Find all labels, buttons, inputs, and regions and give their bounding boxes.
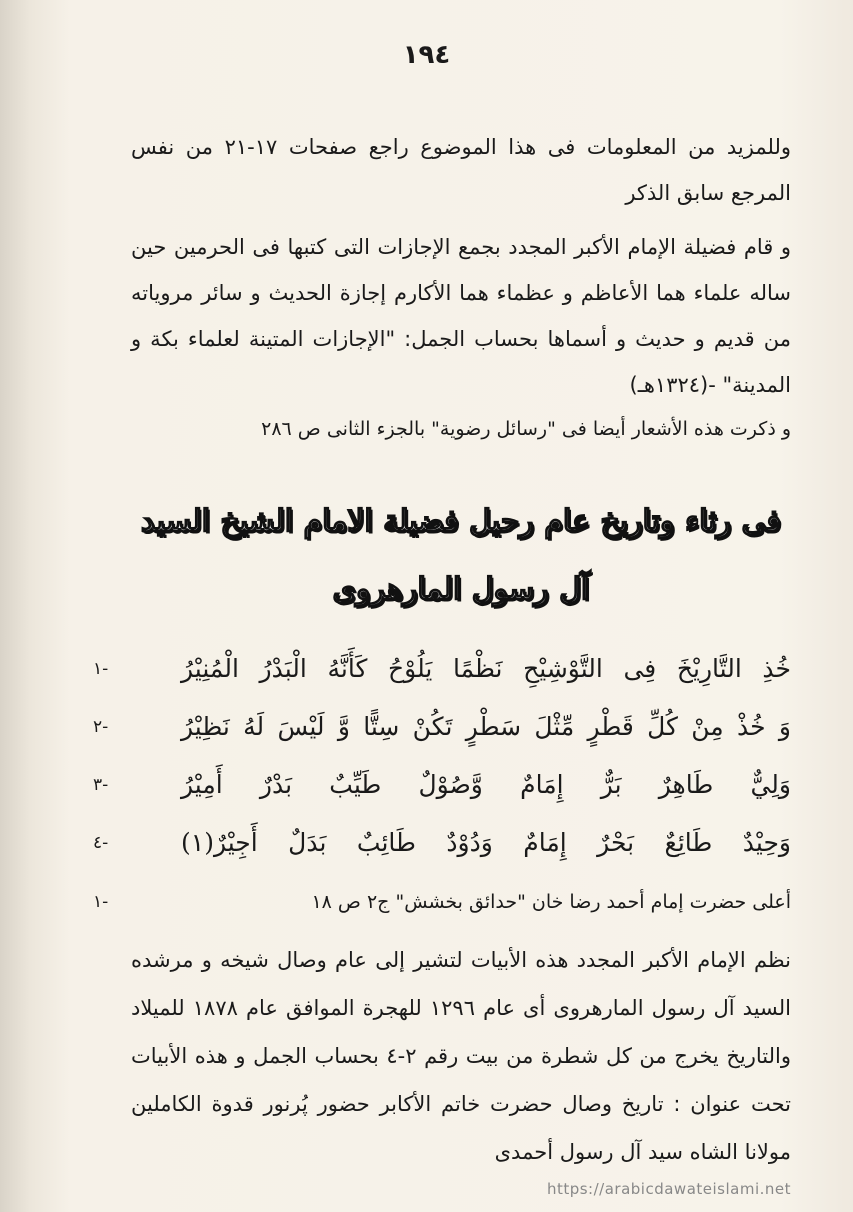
paragraph-explanation: نظم الإمام الأكبر المجدد هذه الأبيات لتشير إلى عام وصال شيخه و مرشده السيد آل رسول المارهروى أى عام ١٢٩٦ للهجرة الموافق عام ١٨٧٨ للميلاد والتاريخ يخرج من كل شطرة من بيت رقم ٢-٤ بحساب الجمل و هذه الأبيات تحت عنوان : تاريخ وصال حضرت خاتم الأكابر حضور پُرنور قدوة الكاملين مولانا الشاه سيد آل رسول أحمدى <box>131 948 791 1164</box>
verse-number: ١- <box>93 659 109 679</box>
verse-text: وَ خُذْ مِنْ كُلِّ قَطْرٍ مِّثْلَ سَطْرٍ تَكُنْ سِتًّا وَّ لَيْسَ لَهُ نَظِيْرُ <box>181 712 791 741</box>
paragraph-rasail: و ذكرت هذه الأشعار أيضا فى "رسائل رضوية" بالجزء الثانى ص ٢٨٦ <box>261 418 791 440</box>
verse-number: ٣- <box>93 775 109 795</box>
footnote-text: أعلى حضرت إمام أحمد رضا خان "حدائق بخشش" ج٢ ص ١٨ <box>311 891 791 913</box>
paragraph-references: وللمزيد من المعلومات فى هذا الموضوع راجع صفحات ١٧-٢١ من نفس المرجع سابق الذكر <box>131 135 791 205</box>
footnote-number: ١- <box>93 892 109 912</box>
footnote <box>93 882 791 922</box>
page-number: ١٩٤ <box>402 40 451 70</box>
verse-number: ٢- <box>93 717 109 737</box>
verse-row <box>93 698 791 756</box>
section-heading-line-2: آل رسول المارهروى <box>332 572 590 607</box>
verse-row <box>93 814 791 872</box>
verse-row <box>93 756 791 814</box>
verse-number: ٤- <box>93 833 109 853</box>
verse-text: وَلِيٌّ طَاهِرٌ بَرٌّ إِمَامٌ وَّصُوْلٌ طَيِّبٌ بَدْرٌ أَمِيْرُ <box>181 770 791 799</box>
verse-text: وَحِيْدٌ طَائِعٌ بَحْرٌ إِمَامٌ وَدُوْدٌ طَائِبٌ بَدَلٌ أَجِيْرٌ(١) <box>181 828 791 857</box>
section-heading-line-1: فى رثاء وتاريخ عام رحيل فضيلة الامام الشيخ السيد <box>141 504 781 539</box>
source-watermark: https://arabicdawateislami.net <box>546 1180 791 1198</box>
verse-row <box>93 640 791 698</box>
verse-text: خُذِ التَّارِيْخَ فِى التَّوْشِيْحِ نَظْمًا يَلُوْحُ كَأَنَّهُ الْبَدْرُ الْمُنِيْرُ <box>181 654 791 683</box>
paragraph-ijazat: و قام فضيلة الإمام الأكبر المجدد بجمع الإجازات التى كتبها فى الحرمين حين ساله علماء هما الأعاظم و عظماء هما الأكارم إجازة الحديث و سائر مروياته من قديم و حديث و أسماها بحساب الجمل: "الإجازات المتينة لعلماء بكة و المدينة" -(١٣٢٤هـ) <box>131 235 791 397</box>
poem-verses <box>93 640 791 872</box>
